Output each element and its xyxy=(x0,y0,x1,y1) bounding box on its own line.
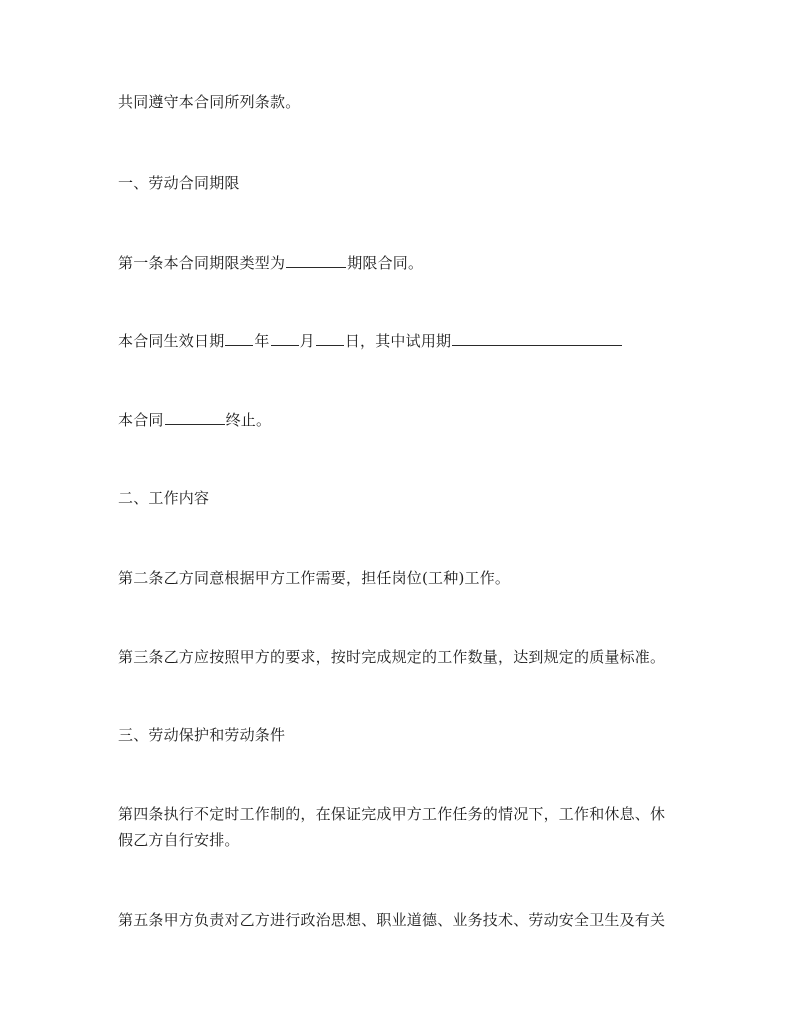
day-probation-label: 日，其中试用期 xyxy=(344,332,452,350)
effective-date-label: 本合同生效日期 xyxy=(118,332,225,350)
termination-text-before: 本合同 xyxy=(118,411,164,429)
section-heading-labor-protection: 三、劳动保护和劳动条件 xyxy=(118,726,286,744)
month-blank[interactable] xyxy=(271,330,299,346)
year-label: 年 xyxy=(254,332,270,350)
article-1-text-after: 期限合同。 xyxy=(347,254,424,272)
contract-type-blank[interactable] xyxy=(286,252,346,268)
effective-date-line xyxy=(118,327,623,356)
termination-line xyxy=(118,406,271,435)
year-blank[interactable] xyxy=(225,330,253,346)
article-2: 第二条乙方同意根据甲方工作需要，担任岗位(工种)工作。 xyxy=(118,569,511,587)
article-4-line-1: 第四条执行不定时工作制的，在保证完成甲方工作任务的情况下，工作和休息、休 xyxy=(118,805,666,823)
termination-text-after: 终止。 xyxy=(225,411,272,429)
probation-period-blank[interactable] xyxy=(452,330,622,346)
paragraph-intro: 共同遵守本合同所列条款。 xyxy=(118,93,301,111)
termination-blank[interactable] xyxy=(165,409,225,425)
month-label: 月 xyxy=(299,332,315,350)
article-3: 第三条乙方应按照甲方的要求，按时完成规定的工作数量，达到规定的质量标准。 xyxy=(118,648,666,666)
section-heading-work-content: 二、工作内容 xyxy=(118,489,210,507)
article-5-line-1: 第五条甲方负责对乙方进行政治思想、职业道德、业务技术、劳动安全卫生及有关 xyxy=(118,911,666,929)
article-1 xyxy=(118,249,423,278)
article-1-text-before: 第一条本合同期限类型为 xyxy=(118,254,286,272)
section-heading-contract-term: 一、劳动合同期限 xyxy=(118,174,240,192)
day-blank[interactable] xyxy=(316,330,344,346)
article-4-line-2: 假乙方自行安排。 xyxy=(118,831,240,849)
